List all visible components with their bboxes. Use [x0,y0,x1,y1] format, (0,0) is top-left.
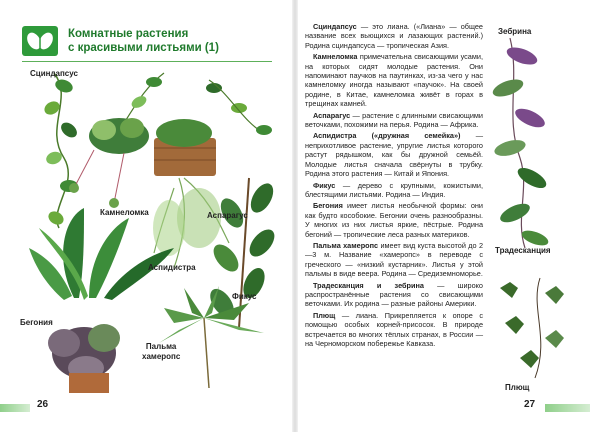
paragraph-text: — растение с длинными свисающими веточками, похожими на перья. Родина — Африка. [305,110,483,130]
paragraph [305,131,483,178]
section-header [22,24,270,62]
footer-bar-left [0,404,30,412]
footer-bar-right [545,404,590,412]
leaf-icon [22,26,58,56]
paragraph-text: — это лиана. («Лиана» — общее название всех вьющихся и лазающих растений.) Родина сциндапсуса — тропическая Азия. [305,22,483,50]
paragraph-term: Пальма хамеропс [313,240,379,250]
paragraph [305,111,483,130]
paragraph-text: — дерево с крупными, кожистыми, блестящими листьями. Родина — Индия. [305,180,483,199]
zebrina-illustration [491,38,551,248]
paragraph-text: — широко распространённые растения со свисающими веточками. Их родина — разные районы Америки. [305,280,483,309]
paragraph-term: Бегония [313,201,343,211]
paragraph-term: Фикус [313,180,336,190]
label-palm-line1: Пальма [145,342,177,351]
paragraph [305,52,483,108]
title-line-1: Комнатные растения [68,28,189,40]
paragraph-term: Плющ [313,310,336,320]
label-begonia: Бегония [20,318,53,327]
paragraph-text: — неприхотливое растение, упругие листья которого растут рядышком, как бы дружной семьёй. Молодые листья сначала свёрнуты в трубку. Родина этого растения — Китай и Япония. [305,131,483,179]
page-number-left: 26 [37,399,49,410]
paragraph-text: — лиана. Прикрепляется к опоре с помощью особых корней-присосок. В природе встречается во многих тёплых странах, в России — на Черноморском побережье Кавказа. [305,310,483,348]
label-zebrina: Зебрина [498,27,532,36]
paragraph-text: имеет вид куста высотой до 2—3 м. Название «хамеропс» в переводе с греческого — «низкий кустарник». Листья у этой пальмы в виде веера. Родина — Средиземноморье. [305,240,484,279]
paragraph [305,22,483,50]
label-palm-line2: хамеропс [142,352,181,361]
paragraph-term: Камнеломка [313,52,358,62]
begonia-illustration [48,324,120,393]
page-number-right: 27 [524,399,536,410]
label-aspidistra: Аспидистра [148,263,196,272]
paragraph-term: Традесканция и зебрина [313,280,424,290]
paragraph [305,311,483,349]
paragraph-text: имеет листья необычной формы: они как будто кособокие. Бегонии очень разнообразны. У многих из них листья яркие, пёстрые. Родина бегоний — тропические леса разных материков. [305,201,483,239]
paragraph [305,281,483,309]
label-ivy: Плющ [505,383,530,392]
paragraph-term: Сциндапсус [313,22,357,31]
right-plants-illustration [490,38,580,398]
paragraph [305,181,483,200]
paragraph-term: Аспарагус [313,110,351,120]
aspidistra-illustration [29,208,174,300]
title-line-2: с красивыми листьями (1) [68,42,219,54]
paragraph [305,241,483,279]
book-gutter [292,0,298,432]
label-kamnelomka: Камнеломка [100,208,149,217]
paragraph-term: Аспидистра («дружная семейка») [313,131,461,141]
label-palm [142,342,180,362]
paragraph [305,201,483,239]
header-rule [22,61,272,62]
label-scindapsus: Сциндапсус [30,69,78,78]
paragraph-text: примечательна свисающими усами, на которых сидят молодые растения. Они напоминают паучков на паутинках, из-за чего у нас камнеломку иногда называют «паучок». На своей родине, в Китае, камнеломка живёт в горах в трещинах камней. [305,52,483,109]
body-text [305,22,483,350]
page-title [68,27,219,55]
label-ficus: Фикус [232,292,257,301]
label-tradescantia: Традесканция [495,246,551,255]
ivy-illustration [500,278,564,378]
label-asparagus: Аспарагус [207,211,248,220]
